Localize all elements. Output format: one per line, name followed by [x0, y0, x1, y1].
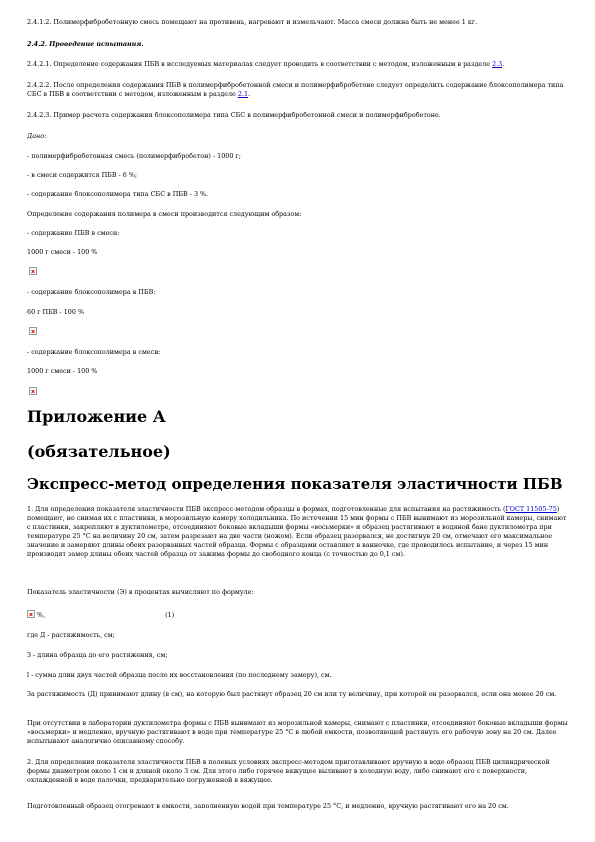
- calc-intro: Определение содержания полимера в смеси производится следующим образом:: [27, 210, 302, 218]
- appendix-paragraph-6: Подготовленный образец отогревают в емкости, заполненную водой при температуре 25 °С, и медленно, вручную растягивают его на 20 см.: [27, 802, 509, 810]
- appendix-paragraph-3: За растяжимость (Д) принимают длину (в см), на которую был растянут образец 20 см или ту величину, при которой он разорвался, если она менее 20 см.: [27, 690, 557, 698]
- where-z: З - длина образца до его растяжения, см;: [27, 651, 168, 659]
- appendix-paragraph-1: [27, 505, 572, 558]
- section-link-2-1[interactable]: 2.1: [237, 89, 249, 98]
- broken-image-icon: [29, 387, 37, 395]
- appendix-paragraph-4: При отсутствии в лаборатории дуктилометра формы с ПБВ вынимают из морозильной камеры, снимают с пластинки, отсоединяют боковые вкладыши формы «восьмерки» и медленно, вручную растягивают в воде при температуре 25 °С в любой емкости, позволяющей растянуть его рабочую зону на 20 см. Далее испытывают аналогично описанному способу.: [27, 719, 568, 745]
- formula-unit: %,: [37, 611, 46, 619]
- where-l: l - сумма длин двух частей образца после их восстановления (по последнему замеру), см.: [27, 671, 332, 679]
- calc-sbs-in-mix-label: - содержание блоксополимера в смеси:: [27, 348, 161, 356]
- section-link-2-3[interactable]: 2.3: [492, 60, 503, 68]
- calc-sbs-in-mix-value: 1000 г смеси - 100 %: [27, 367, 98, 375]
- given-item-mix: - полимерфибробетонная смесь (полимерфибробетон) - 1000 г;: [27, 152, 241, 160]
- appendix-title: Приложение А: [27, 407, 166, 426]
- paragraph-2-4-2-1: [27, 60, 572, 69]
- appendix-heading: Экспресс-метод определения показателя эластичности ПБВ: [27, 475, 563, 493]
- gost-link[interactable]: ГОСТ 11505-75: [505, 505, 557, 513]
- paragraph-text-continued: ) помещают, не снимая их с пластинки, в морозильную камеру холодильника. По истечении 15 мин формы с ПБВ вынимают из морозильной камеры, снимают с пластинки, закрепляют в дуктилометре, отсоединяют боковые вкладыши формы «восьмерки» и образец растягивают в водяной бане дуктилометра при температуре 25 °С на величину 20 см, затем разрезают на две части (ножом). Если образец разорвался, не достигнув 20 см, отмечают его максимальное значение и замеряют длины обеих разорванных частей образца. Формы с образцами оставляют в ванночке, где проводилось испытание, и через 15 мин производят замер длины обеих частей образца от зажима формы до свободного конца (с точностью до 0,1 см).: [27, 505, 567, 558]
- broken-image-icon: [29, 327, 37, 335]
- formula-line: [27, 610, 572, 620]
- where-d: где Д - растяжимость, см;: [27, 631, 115, 639]
- formula-number: (1): [165, 611, 175, 619]
- given-item-pbv: - в смеси содержится ПБВ - 6 %;: [27, 171, 138, 179]
- paragraph-2-4-2-3: 2.4.2.3. Пример расчета содержания блоксополимера типа СБС в полимерфибробетонной смеси и полимерфибробетоне.: [27, 111, 441, 119]
- paragraph-text: 2.4.2.2. После определения содержания ПБВ в полимерфибробетонной смеси и полимерфибробетоне следует определить содержание блоксополимера типа СБС в ПБВ в соответствии с методом, изложенным в разделе: [27, 81, 564, 98]
- paragraph-text: 2.4.2.1. Определение содержания ПБВ в исследуемых материалах следует проводить в соответствии с методом, изложенным в разделе: [27, 60, 493, 68]
- appendix-status: (обязательное): [27, 442, 171, 461]
- appendix-formula-intro: Показатель эластичности (Э) в процентах вычисляют по формуле:: [27, 588, 254, 596]
- calc-pbv-label: - содержание ПБВ в смеси:: [27, 229, 120, 237]
- given-label: Дано:: [27, 132, 47, 140]
- calc-sbs-in-pbv-label: - содержание блоксополимера в ПБВ:: [27, 288, 156, 296]
- broken-image-icon: [29, 267, 37, 275]
- paragraph-2-4-1-2: 2.4.1.2. Полимерфибробетонную смесь помещают на противень, нагревают и измельчают. Масса смеси должна быть не менее 1 кг.: [27, 18, 478, 26]
- paragraph-tail: .: [502, 60, 505, 68]
- calc-sbs-in-pbv-value: 60 г ПБВ - 100 %: [27, 308, 85, 316]
- heading-2-4-2: 2.4.2. Проведение испытания.: [27, 40, 144, 48]
- given-item-sbs: - содержание блоксополимера типа СБС в ПБВ - 3 %.: [27, 190, 209, 198]
- formula-image-icon: [27, 610, 35, 618]
- paragraph-2-4-2-2: [27, 81, 572, 99]
- paragraph-tail: .: [248, 89, 251, 98]
- paragraph-text: 1. Для определения показателя эластичности ПБВ экспресс-методом образцы в формах, подготовленные для испытания на растяжимость (: [27, 505, 506, 513]
- appendix-paragraph-5: 2. Для определения показателя эластичности ПБВ в полевых условиях экспресс-методом приготавливают вручную в воде образец ПБВ цилиндрической формы диаметром около 1 см и длиной около 3 см. Для этого либо горячее вяжущее выливают в холодную воду, либо снимают его с поверхности, охлажденной в воде палочки, предварительно погруженной в вяжущее.: [27, 758, 550, 784]
- calc-pbv-value: 1000 г смеси - 100 %: [27, 248, 98, 256]
